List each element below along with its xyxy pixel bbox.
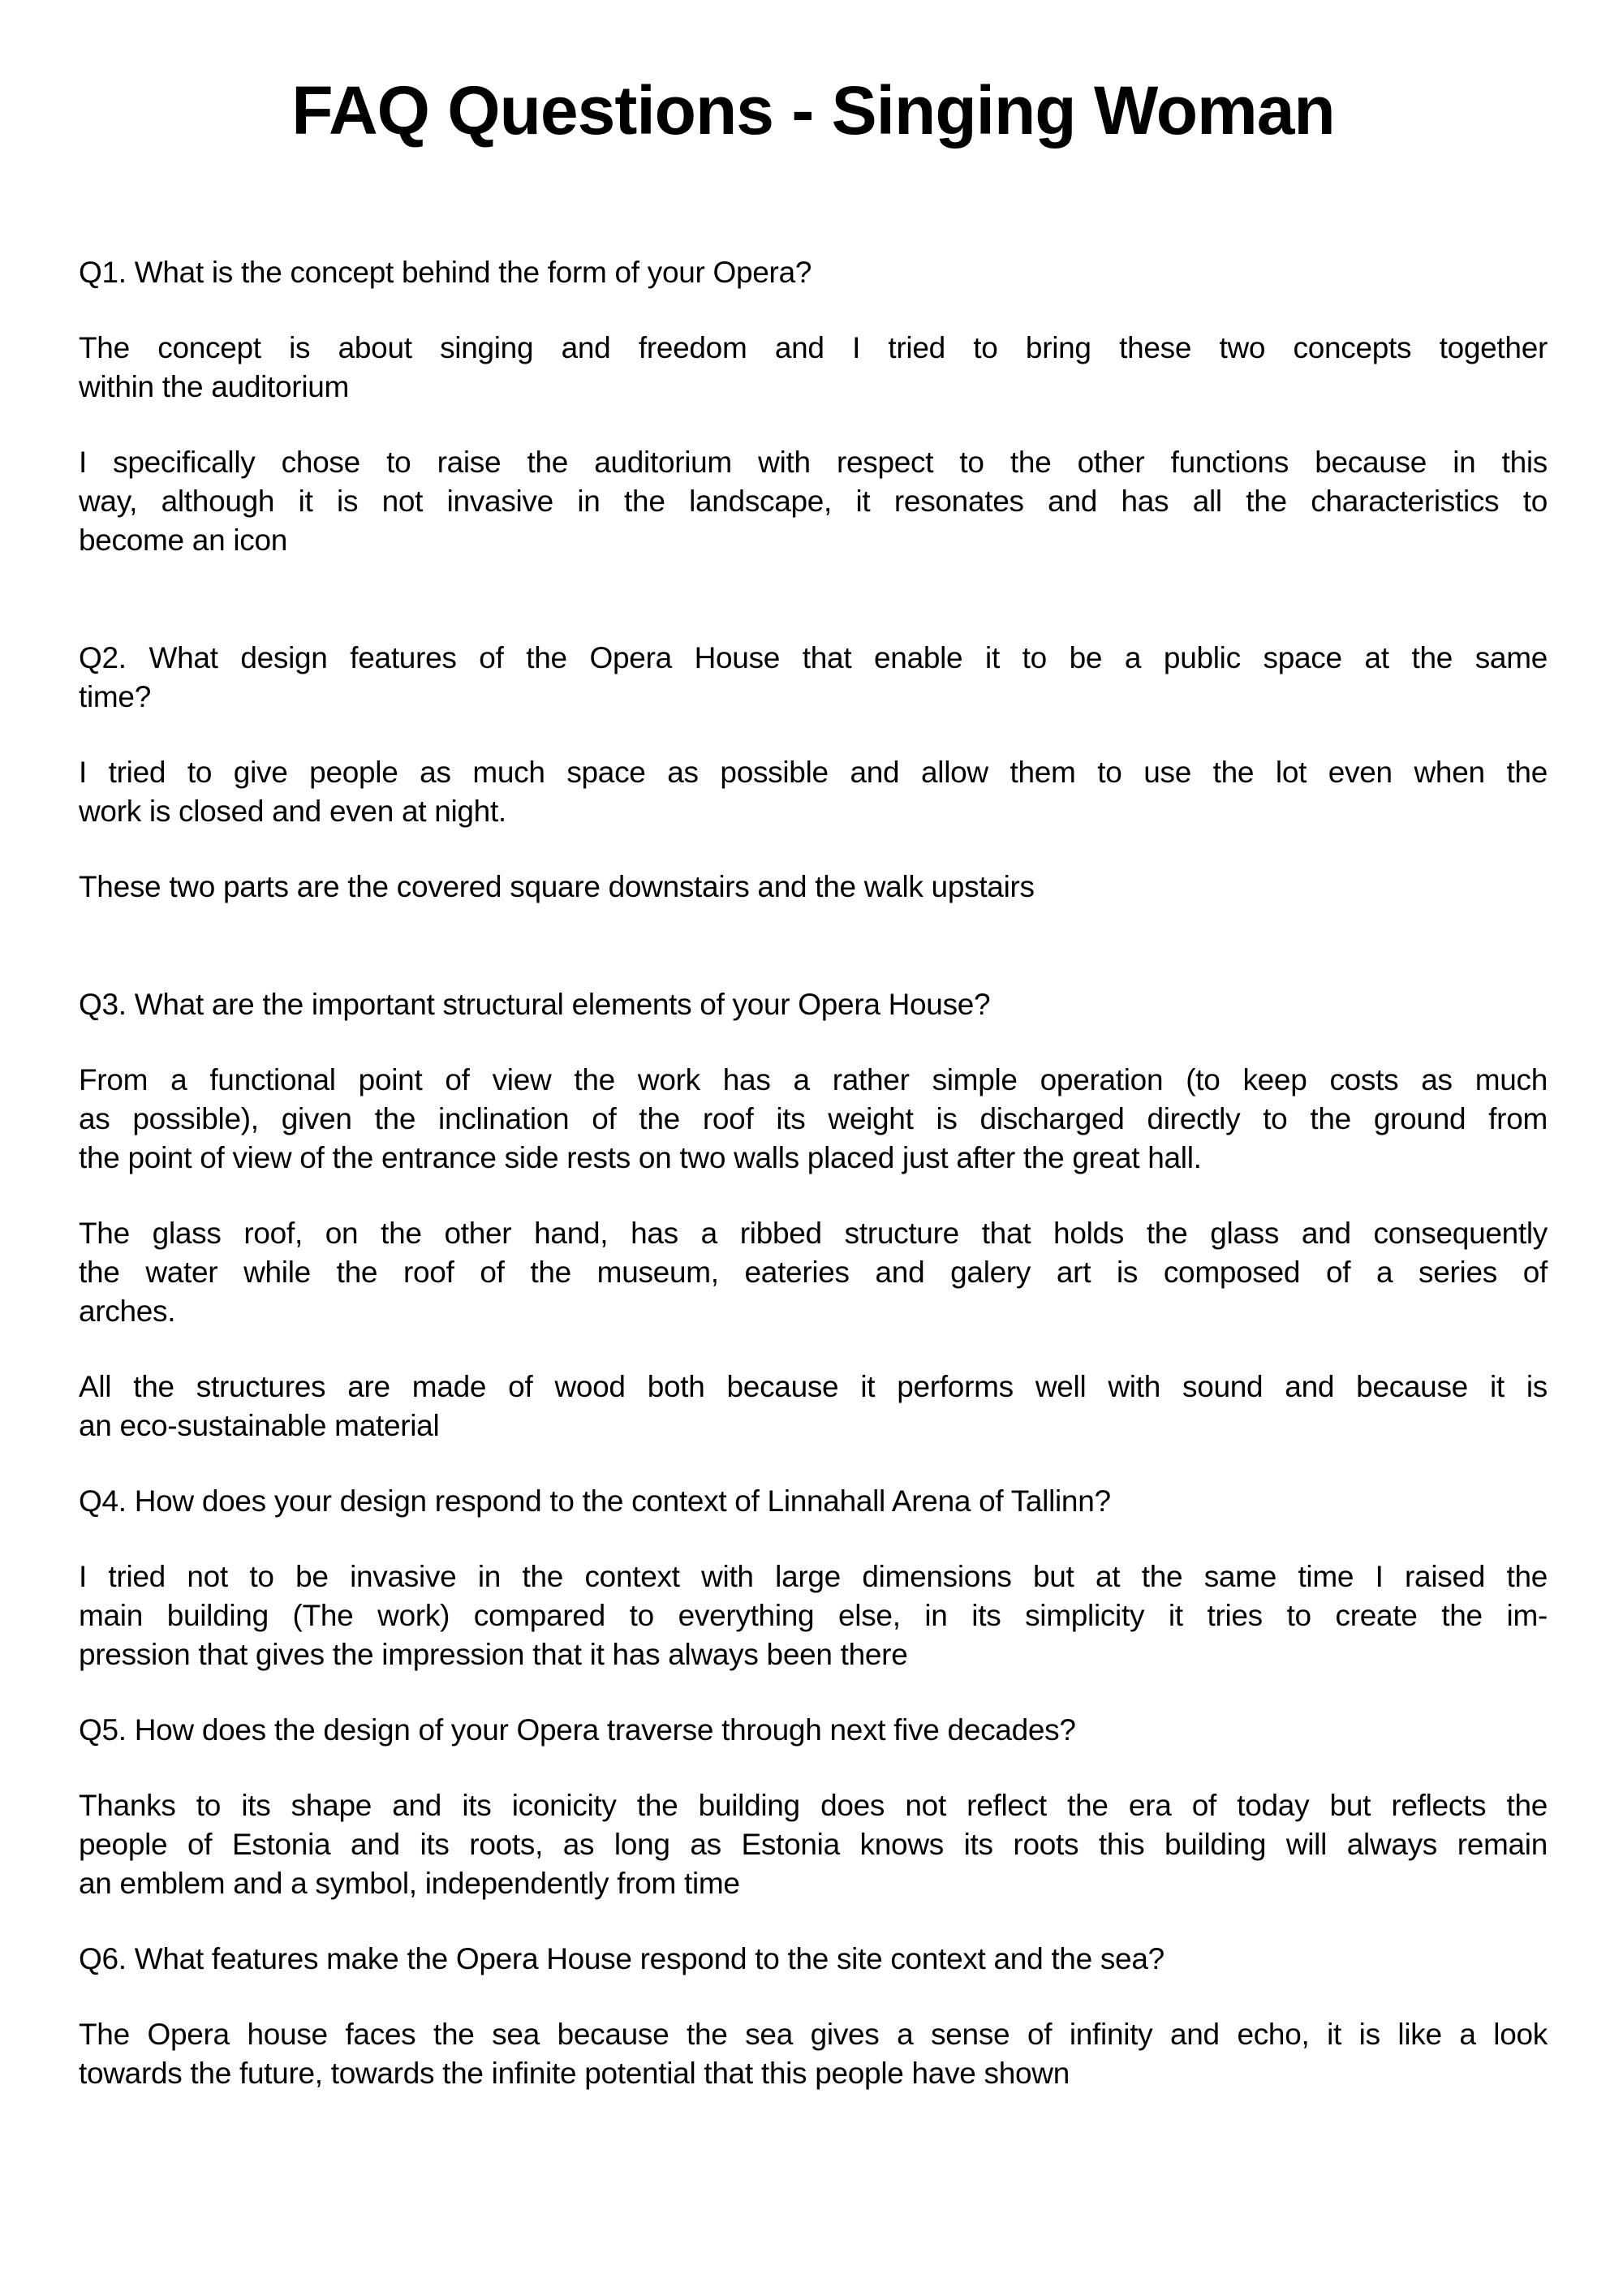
text-line: Q6. What features make the Opera House respond to the site context and the sea?: [79, 1942, 1165, 1976]
text-line: towards the future, towards the infinite potential that this people have shown: [79, 2057, 1070, 2091]
text-line: The concept is about singing and freedom and I tried to bring these two concepts together: [79, 331, 1548, 365]
text-line: way, although it is not invasive in the landscape, it resonates and has all the characteristics to: [79, 485, 1548, 519]
faq-question: [79, 985, 1548, 1024]
text-line: From a functional point of view the work has a rather simple operation (to keep costs as much: [79, 1063, 1548, 1097]
text-line: Q2. What design features of the Opera House that enable it to be a public space at the same: [79, 641, 1548, 675]
text-line: Q4. How does your design respond to the context of Linnahall Arena of Tallinn?: [79, 1484, 1111, 1518]
text-line: time?: [79, 680, 151, 714]
text-line: I specifically chose to raise the auditorium with respect to the other functions because in this: [79, 446, 1548, 480]
text-line: an eco-sustainable material: [79, 1409, 440, 1443]
text-line: All the structures are made of wood both because it performs well with sound and because it is: [79, 1370, 1548, 1404]
text-line: arches.: [79, 1294, 176, 1329]
faq-answer-paragraph: [79, 443, 1548, 560]
text-line: as possible), given the inclination of the roof its weight is discharged directly to the ground from: [79, 1102, 1548, 1136]
faq-question: [79, 253, 1548, 292]
text-line: Q3. What are the important structural elements of your Opera House?: [79, 988, 991, 1022]
text-line: main building (The work) compared to everything else, in its simplicity it tries to create the im-: [79, 1599, 1548, 1633]
text-line: the water while the roof of the museum, eateries and galery art is composed of a series of: [79, 1256, 1548, 1290]
text-line: I tried to give people as much space as possible and allow them to use the lot even when the: [79, 756, 1548, 790]
text-line: Thanks to its shape and its iconicity the building does not reflect the era of today but reflects the: [79, 1789, 1548, 1823]
text-line: Q1. What is the concept behind the form of your Opera?: [79, 256, 812, 290]
page-title: FAQ Questions - Singing Woman: [291, 72, 1335, 149]
text-line: work is closed and even at night.: [79, 795, 506, 829]
faq-content: [79, 253, 1548, 2093]
faq-answer-paragraph: [79, 1368, 1548, 1445]
text-line: an emblem and a symbol, independently from time: [79, 1867, 740, 1901]
text-line: These two parts are the covered square downstairs and the walk upstairs: [79, 870, 1035, 904]
faq-answer-paragraph: [79, 2015, 1548, 2093]
text-line: the point of view of the entrance side rests on two walls placed just after the great hall.: [79, 1141, 1202, 1175]
faq-question: [79, 1940, 1548, 1979]
text-line: pression that gives the impression that it has always been there: [79, 1638, 908, 1672]
faq-answer-paragraph: [79, 753, 1548, 831]
faq-answer-paragraph: [79, 868, 1548, 907]
faq-answer-paragraph: [79, 1557, 1548, 1674]
text-line: The glass roof, on the other hand, has a ribbed structure that holds the glass and consequently: [79, 1217, 1548, 1251]
faq-answer-paragraph: [79, 1786, 1548, 1903]
text-line: Q5. How does the design of your Opera traverse through next five decades?: [79, 1713, 1076, 1747]
text-line: The Opera house faces the sea because the sea gives a sense of infinity and echo, it is like a look: [79, 2018, 1548, 2052]
text-line: within the auditorium: [79, 370, 350, 404]
faq-question: [79, 1711, 1548, 1750]
text-line: I tried not to be invasive in the context with large dimensions but at the same time I raised the: [79, 1560, 1548, 1594]
text-line: become an icon: [79, 523, 288, 558]
text-line: people of Estonia and its roots, as long as Estonia knows its roots this building will always remain: [79, 1828, 1548, 1862]
faq-answer-paragraph: [79, 1214, 1548, 1331]
faq-answer-paragraph: [79, 1061, 1548, 1178]
faq-question: [79, 639, 1548, 717]
faq-answer-paragraph: [79, 329, 1548, 407]
faq-question: [79, 1482, 1548, 1521]
